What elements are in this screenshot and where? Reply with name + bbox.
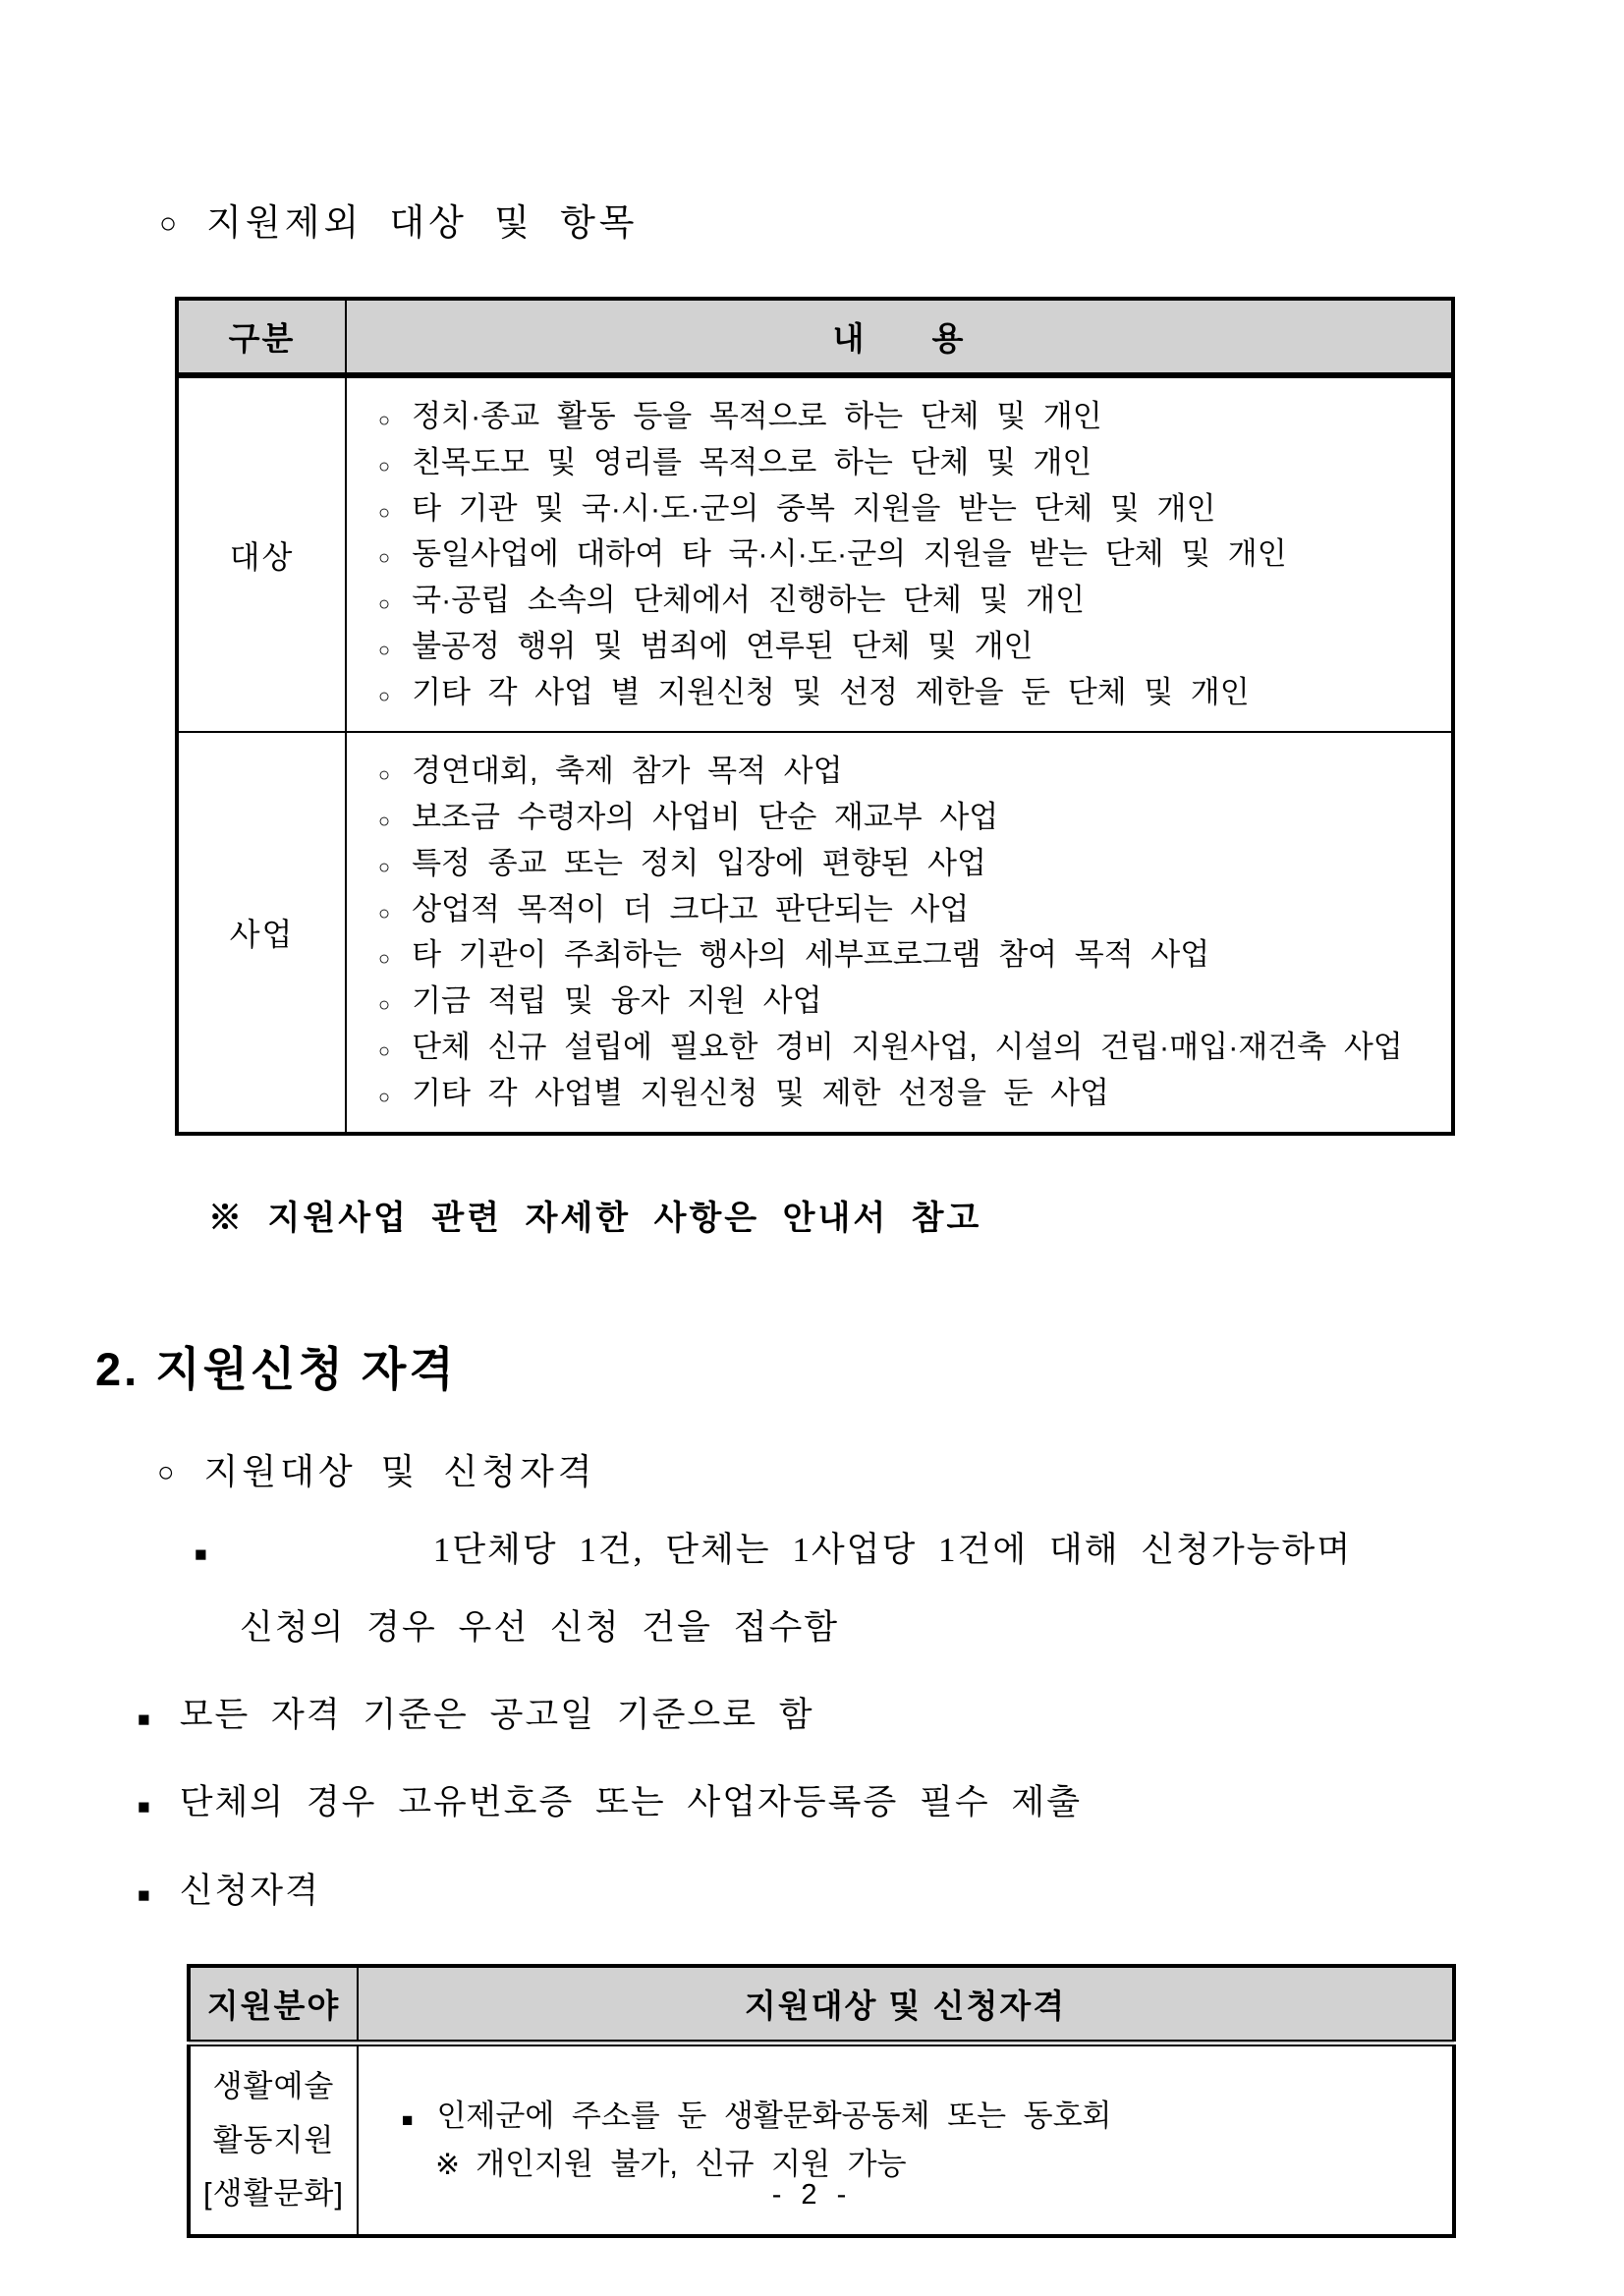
row-label: 대상: [177, 375, 346, 732]
table-list-item: [372, 1075, 1441, 1113]
circle-bullet-icon: ○: [378, 948, 391, 971]
bullet-item-text: 신청자격: [179, 1871, 320, 1910]
table-list-item: [372, 1029, 1441, 1067]
row-content: [346, 732, 1453, 1134]
section2-subheading: [157, 1444, 1624, 1494]
column-header-content: 내 용: [346, 299, 1453, 375]
table-list-item-text: 인제군에 주소를 둔 생활문화공동체 또는 동호회: [436, 2098, 1112, 2133]
table-list-item: [372, 582, 1441, 620]
circle-bullet-icon: ○: [378, 994, 391, 1016]
circle-bullet-icon: ○: [378, 902, 391, 924]
support-field-label: 생활예술 활동지원 [생활문화]: [189, 2044, 358, 2236]
table-list-item: [392, 2146, 1442, 2184]
circle-bullet-icon: ○: [378, 1039, 391, 1062]
table-list-item-text: 경연대회, 축제 참가 목적 사업: [412, 754, 843, 789]
table-list-item-text: 타 기관이 주최하는 행사의 세부프로그램 참여 목적 사업: [412, 937, 1210, 973]
bullet-item-text: 1단체당 1건, 단체는 1사업당 1건에 대해 신청가능하며: [432, 1531, 1353, 1570]
circle-bullet-icon: ○: [378, 1086, 391, 1108]
table-list-item: [372, 845, 1441, 883]
qualification-bullet-list: [0, 1528, 1624, 1913]
table-list-item-text: 불공정 행위 및 범죄에 연루된 단체 및 개인: [412, 628, 1034, 663]
table-list-item: [372, 753, 1441, 791]
circle-bullet-icon: ○: [378, 455, 391, 477]
table-list-item-text: 기금 적립 및 융자 지원 사업: [412, 983, 822, 1018]
table-list-item: [372, 535, 1441, 574]
circle-bullet-icon: ○: [378, 547, 391, 570]
circle-bullet-icon: ○: [378, 639, 391, 661]
circle-bullet-icon: ○: [378, 685, 391, 707]
section2-heading: 2. 지원신청 자격: [95, 1343, 457, 1396]
table-list-item: [372, 628, 1441, 666]
square-bullet-icon: ■: [195, 1542, 209, 1567]
table-list-item: [372, 799, 1441, 837]
page-number: - 2 -: [771, 2179, 853, 2211]
table-list-item: [372, 936, 1441, 975]
row-label: 사업: [177, 732, 346, 1134]
section2-subheading-text: 지원대상 및 신청자격: [203, 1452, 596, 1492]
table-list-item-text: 동일사업에 대하여 타 국·시·도·군의 지원을 받는 단체 및 개인: [412, 536, 1287, 572]
table-list-item: [372, 444, 1441, 482]
circle-bullet-icon: ○: [378, 811, 391, 832]
table-list-item-text: 특정 종교 또는 정치 입장에 편향된 사업: [412, 845, 986, 880]
square-bullet-icon: ■: [138, 1707, 152, 1731]
reference-note: ※ 지원사업 관련 자세한 사항은 안내서 참고: [208, 1201, 982, 1238]
column-header-field: 지원분야: [189, 1966, 358, 2044]
circle-bullet-icon: ○: [378, 764, 391, 787]
table-list-item-text: 국·공립 소속의 단체에서 진행하는 단체 및 개인: [412, 583, 1086, 617]
column-header-eligibility: 지원대상 및 신청자격: [358, 1966, 1454, 2044]
circle-bullet-icon: ○: [378, 856, 391, 878]
bullet-item: [195, 1528, 1624, 1573]
section1-heading-text: 지원제외 대상 및 항목: [206, 203, 639, 244]
bullet-item-text: 단체의 경우 고유번호증 또는 사업자등록증 필수 제출: [179, 1783, 1083, 1822]
circle-bullet-icon: ○: [378, 593, 391, 615]
table-list-item: [372, 891, 1441, 929]
circle-bullet-icon: ○: [159, 207, 182, 240]
table-list-item-text: 정치·종교 활동 등을 목적으로 하는 단체 및 개인: [412, 399, 1102, 433]
table-list-item-text: 상업적 목적이 더 크다고 판단되는 사업: [412, 891, 970, 926]
table-list-item: [372, 982, 1441, 1021]
table-list-item: [372, 674, 1441, 712]
table-list-item-text: 기타 각 사업 별 지원신청 및 선정 제한을 둔 단체 및 개인: [412, 674, 1250, 709]
bullet-item-text: 모든 자격 기준은 공고일 기준으로 함: [179, 1695, 814, 1734]
bullet-continuation-text: 신청의 경우 우선 신청 건을 접수함: [240, 1607, 840, 1647]
circle-bullet-icon: ○: [378, 501, 391, 524]
exclusion-table-header-row: [177, 299, 1453, 375]
bullet-item: [138, 1693, 1624, 1738]
table-list-item-text: 개인지원 불가, 신규 지원 가능: [476, 2146, 907, 2181]
table-list-item-text: 단체 신규 설립에 필요한 경비 지원사업, 시설의 건립·매입·재건축 사업: [412, 1029, 1403, 1064]
bullet-item: [138, 1869, 1624, 1914]
square-bullet-icon: ■: [138, 1882, 152, 1907]
row-content: [346, 375, 1453, 732]
table-list-item-text: 보조금 수령자의 사업비 단순 재교부 사업: [412, 800, 999, 834]
table-list-item: [372, 398, 1441, 436]
bullet-item: [138, 1780, 1624, 1825]
square-bullet-icon: ■: [402, 2109, 414, 2131]
circle-bullet-icon: ○: [378, 410, 391, 431]
table-list-item: [392, 2098, 1442, 2136]
table-list-item-text: 타 기관 및 국·시·도·군의 중복 지원을 받는 단체 및 개인: [412, 490, 1216, 526]
square-bullet-icon: ■: [138, 1795, 152, 1820]
table-list-item-text: 기타 각 사업별 지원신청 및 제한 선정을 둔 사업: [412, 1075, 1109, 1110]
column-header-category: 구분: [177, 299, 346, 375]
section1-heading: [159, 193, 1624, 246]
exclusion-table: [175, 297, 1455, 1136]
reference-mark-icon: ※: [435, 2148, 461, 2181]
circle-bullet-icon: ○: [157, 1457, 179, 1489]
table-list-item-text: 친목도모 및 영리를 목적으로 하는 단체 및 개인: [412, 444, 1092, 479]
exclusion-table-row: [177, 732, 1453, 1134]
qualification-table-header-row: [189, 1966, 1454, 2044]
table-list-item: [372, 490, 1441, 529]
exclusion-table-row: [177, 375, 1453, 732]
